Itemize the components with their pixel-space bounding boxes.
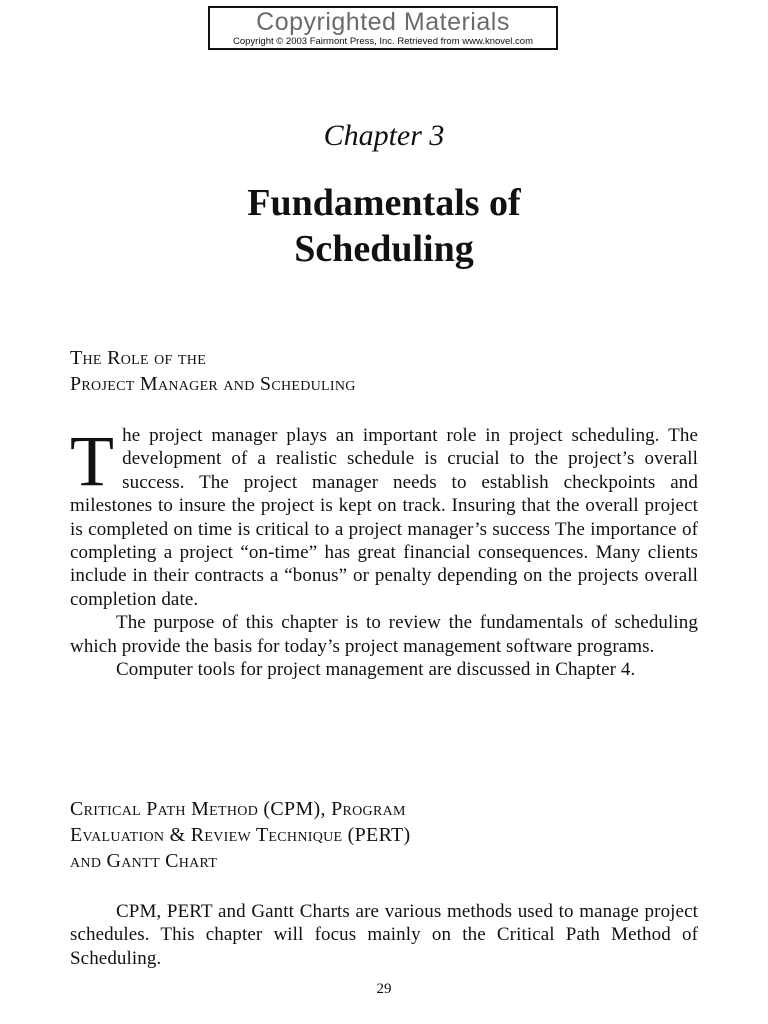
- section-body-cpm: [70, 900, 698, 970]
- section-body-role: [70, 421, 698, 681]
- section-heading-line-3: and Gantt Chart: [70, 850, 218, 872]
- section-heading-line-1: Critical Path Method (CPM), Program: [70, 798, 406, 820]
- paragraph-intro-text: he project manager plays an important role in project scheduling. The development of a realistic schedule is crucial to the project’s overall success. The project manager needs to establish checkpoints and milestones to insure the project is kept on track. Insuring that the overall project is completed on time is critical to a project manager’s success The importance of completing a project “on-time” has great financial consequences. Many clients include in their contracts a “bonus” or penalty depending on the projects overall completion date.: [70, 425, 698, 610]
- section-heading-line-2: Project Manager and Scheduling: [70, 373, 356, 395]
- paragraph-computer-tools: Computer tools for project management are discussed in Chapter 4.: [116, 659, 636, 681]
- copyright-banner: [208, 6, 558, 50]
- section-heading-cpm: [70, 796, 700, 874]
- banner-title: Copyrighted Materials: [256, 8, 510, 36]
- paragraph-purpose: The purpose of this chapter is to review the fundamentals of scheduling which provide the basis for today’s project management software programs.: [70, 612, 698, 657]
- chapter-label: Chapter 3: [323, 119, 445, 152]
- chapter-title-line-2: Scheduling: [294, 228, 474, 270]
- paragraph-intro: [70, 421, 698, 611]
- chapter-title-line-1: Fundamentals of: [247, 182, 521, 224]
- paragraph-cpm: CPM, PERT and Gantt Charts are various methods used to manage project schedules. This chapter will focus mainly on the Critical Path Method of Scheduling.: [70, 901, 698, 969]
- page-number: 29: [376, 981, 392, 997]
- section-heading-line-2: Evaluation & Review Technique (PERT): [70, 824, 411, 846]
- section-heading-role: [70, 345, 700, 397]
- section-heading-line-1: The Role of the: [70, 347, 207, 369]
- banner-subtitle: Copyright © 2003 Fairmont Press, Inc. Retrieved from www.knovel.com: [232, 36, 534, 47]
- drop-cap: T: [70, 421, 115, 501]
- chapter-title: [0, 180, 768, 272]
